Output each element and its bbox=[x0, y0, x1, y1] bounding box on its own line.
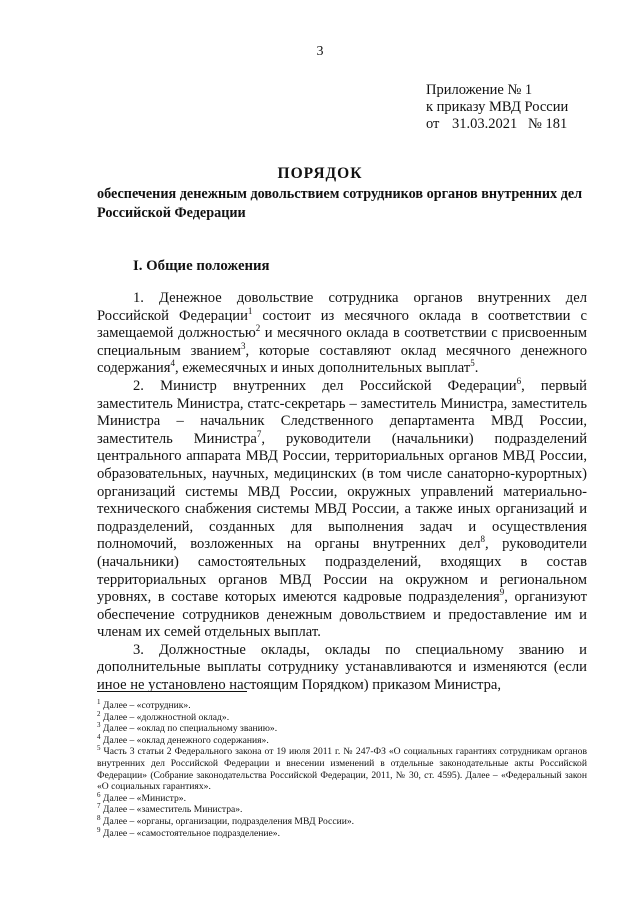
footnote: $^2$ Далее – «должностной оклад». bbox=[97, 709, 230, 723]
footnote: $^6$ Далее – «Министр». bbox=[97, 790, 186, 804]
footnote-ref: 6 bbox=[516, 376, 522, 387]
footnote-ref: 4 bbox=[170, 358, 175, 369]
body-text bbox=[97, 290, 587, 695]
footnote: $^7$ Далее – «заместитель Министра». bbox=[97, 802, 243, 816]
footnote-separator bbox=[97, 691, 247, 692]
paragraph-3: 3. Должностные оклады, оклады по специальному званию и дополнительные выплаты сотруднику устанавливаются и изменяются (если иное не установлено настоящим Порядком) приказом Министра, bbox=[97, 641, 587, 694]
footnote: $^4$ Далее – «оклад денежного содержания». bbox=[97, 732, 269, 746]
footnotes bbox=[97, 697, 587, 839]
footnote-ref: 8 bbox=[480, 534, 485, 545]
footnote-ref: 3 bbox=[240, 340, 246, 351]
footnote: $^3$ Далее – «оклад по специальному званию». bbox=[97, 721, 278, 735]
appendix-from: от bbox=[426, 116, 440, 132]
footnote: $^8$ Далее – «органы, организации, подразделения МВД России». bbox=[97, 813, 355, 827]
footnote-ref: 7 bbox=[256, 428, 262, 439]
footnote-ref: 1 bbox=[247, 305, 253, 316]
document-subtitle: обеспечения денежным довольствием сотрудников органов внутренних дел Российской Федерации bbox=[97, 186, 583, 221]
footnote: $^5$ Часть 3 статьи 2 Федерального закона от 19 июля 2011 г. № 247-ФЗ «О социальных гарантиях сотрудникам органов внутренних дел Российской Федерации и внесении изменений в отдельные законодательные акты Российской Федерации» (Собрание законодательства Российской Федерации, 2011, № 30, ст. 4595). Далее – «Федеральный закон «О социальных гарантиях». bbox=[97, 744, 587, 793]
appendix-number: № 181 bbox=[528, 116, 568, 132]
page-number: 3 bbox=[316, 44, 324, 59]
footnote: $^9$ Далее – «самостоятельное подразделение». bbox=[97, 825, 281, 839]
footnote-ref: 9 bbox=[499, 587, 505, 598]
footnote: $^1$ Далее – «сотрудник». bbox=[97, 697, 191, 711]
appendix-title: Приложение № 1 bbox=[426, 82, 533, 98]
footnote-ref: 5 bbox=[470, 358, 475, 369]
paragraph-2: 2. Министр внутренних дел Российской Федерации$^6$, первый заместитель Министра, статс-секретарь – заместитель Министра, заместитель Министра – начальник Следственного департамента МВД России, заместитель Министра$^7$, руководители (начальники) подразделений центрального аппарата МВД России, территориальных органов МВД России, образовательных, научных, медицинских (в том числе санаторно-курортных) организаций системы МВД России, окружных управлений материально-технического снабжения системы МВД России, а также иных организаций и подразделений, созданных для выполнения задач и осуществления полномочий, возложенных на органы внутренних дел$^8$, руководители (начальники) самостоятельных подразделений, входящих в состав территориальных органов МВД России на окружном и региональном уровнях, в составе которых имеются кадровые подразделения$^9$, организуют обеспечение сотрудников денежным довольствием и предоставление им и членам их семей отдельных выплат. bbox=[97, 376, 587, 641]
appendix-block bbox=[426, 82, 568, 133]
footnote-ref: 2 bbox=[255, 323, 261, 334]
appendix-date: 31.03.2021 bbox=[452, 116, 518, 132]
appendix-order-ref: к приказу МВД России bbox=[426, 99, 569, 115]
document-title: ПОРЯДОК bbox=[277, 165, 363, 182]
paragraph-1: 1. Денежное довольствие сотрудника органов внутренних дел Российской Федерации$^1$ состоит из месячного оклада в соответствии с замещаемой должностью$^2$ и месячного оклада в соответствии с присвоенным специальным званием$^3$, которые составляют оклад месячного денежного содержания$^4$, ежемесячных и иных дополнительных выплат$^5$. bbox=[97, 290, 588, 377]
appendix-order-line bbox=[426, 116, 568, 133]
section-heading: I. Общие положения bbox=[133, 258, 270, 274]
